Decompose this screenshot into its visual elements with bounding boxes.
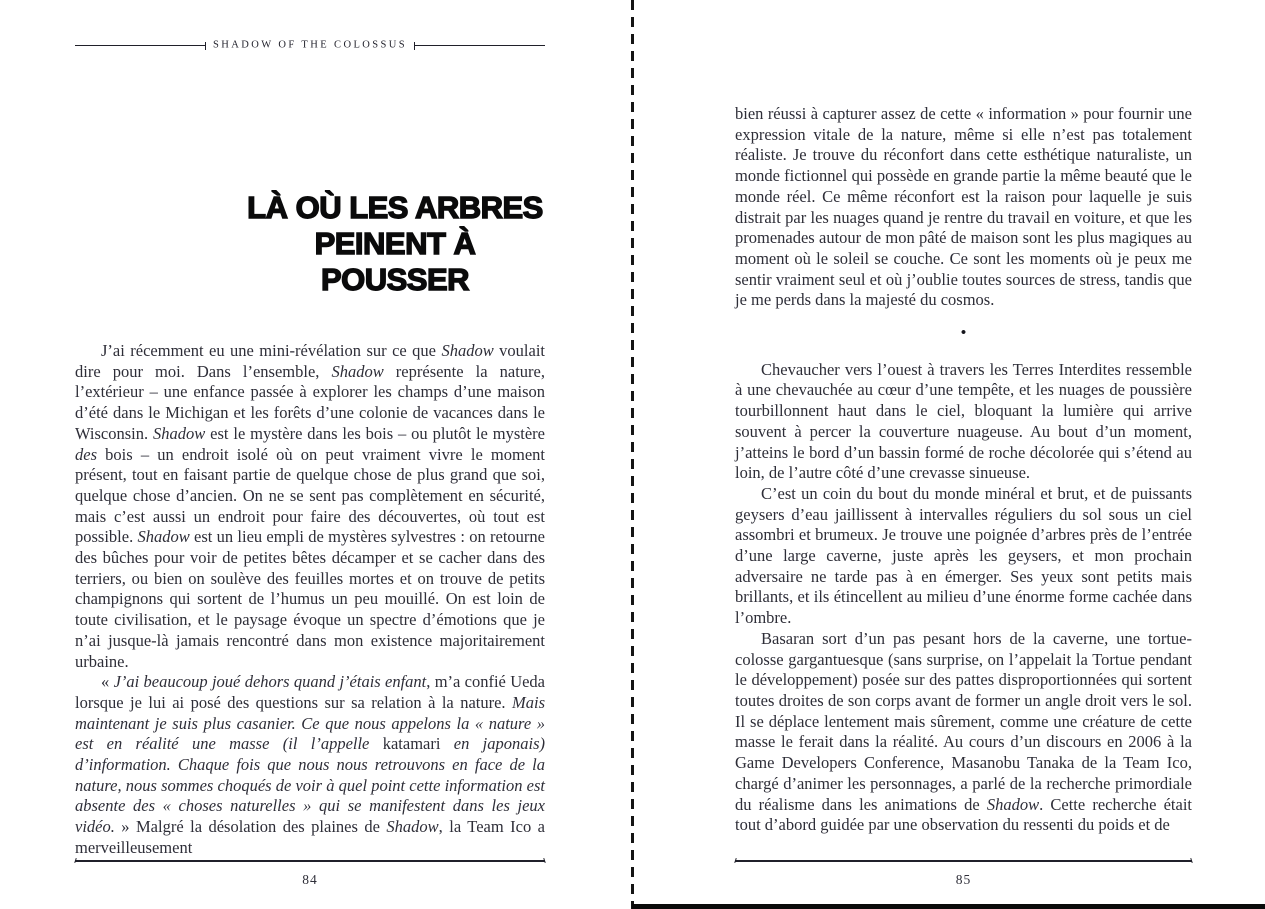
italic-text-segment: Shadow <box>386 817 439 837</box>
section-separator <box>735 323 1192 344</box>
text-segment: J’ai récemment eu une mini-révélation sur ce que <box>101 341 442 360</box>
italic-text-segment: Shadow <box>331 361 384 381</box>
text-segment: bois – un endroit isolé où on peut vraiment vivre le moment présent, tout en faisant partie de quelque chose de plus grand que soi, quelque chose d’ancien. On ne se sent pas complètement en sécurité, mais c’est aussi un endroit pour faire des découvertes, où tout est possible. <box>75 444 545 547</box>
italic-text-segment: Mais maintenant je suis plus casanier. Ce que nous appelons la « nature » est en réalité une masse (il l’appelle <box>75 692 545 754</box>
page-number-right: 85 <box>955 871 972 887</box>
text-segment: voulait dire pour moi. Dans l’ensemble, <box>75 341 545 381</box>
text-segment: C’est un coin du bout du monde minéral et brut, et de puissants geysers d’eau jaillissent à intervalles réguliers du sol sous un ciel assombri et brumeux. Je trouve une poignée d’arbres près de l’entrée d’une large caverne, juste après les geysers, et mon prochain adversaire ne tarde pas à en émerger. Ses yeux sont petits mais brillants, et ils étincellent au milieu d’une énorme forme cachée dans l’ombre. <box>735 483 1192 628</box>
text-segment: bien réussi à capturer assez de cette « information » pour fournir une expression vitale de la nature, même si elle n’est pas totalement réaliste. Je trouve du réconfort dans cette esthétique naturaliste, un monde fictionnel qui possède en grande partie la même beauté que le monde réel. Ce même réconfort est la raison pour laquelle je suis distrait par les nuages quand je rentre du travail en voiture, et que les promenades autour de mon pâté de maison sont les plus magiques au moment où le soleil se couche. Ce sont les moments où je peux me sentir vraiment seul et où j’oublie toutes sources de stress, tandis que je me perds dans la majesté du cosmos. <box>735 104 1192 310</box>
italic-text-segment: en japonais) d’information. Chaque fois que nous nous retrouvons en face de la nature, nous sommes choqués de voir à quel point cette information est absente des « choses naturelles » qui se manifestent dans les jeux vidéo. <box>75 734 545 837</box>
text-segment: est le mystère dans les bois – ou plutôt le mystère <box>205 423 545 443</box>
header-rule-left <box>75 45 205 47</box>
text-segment: . Cette recherche était tout d’abord guidée par une observation du ressenti du poids et de <box>735 794 1192 835</box>
page-right-body <box>735 104 1192 836</box>
text-segment: , la Team Ico a merveilleusement <box>75 817 545 857</box>
footer-rule-right <box>735 860 1192 862</box>
page-left-footer <box>75 860 545 888</box>
page-number-left: 84 <box>302 871 318 887</box>
chapter-title-line1: LÀ OÙ LES ARBRES <box>247 190 543 225</box>
text-segment: , m’a confié Ueda lorsque je lui ai posé des questions sur sa relation à la nature. <box>75 672 546 712</box>
footer-rule-left <box>75 860 545 862</box>
paragraph <box>735 629 1192 836</box>
text-segment: katamari <box>382 734 441 754</box>
text-segment: • <box>960 325 967 342</box>
paragraph <box>735 104 1192 311</box>
chapter-title <box>245 190 545 298</box>
text-segment: est un lieu empli de mystères sylvestres : on retourne des bûches pour voir de petites bêtes décamper et se cacher dans des terriers, ou bien on soulève des feuilles mortes et on trouve de petits champignons qui sortent de l’humus un peu mouillé. On est loin de toute civilisation, et le paysage évoque un spectre d’émotions que je n’ai jusque-là jamais rencontré dans mon existence majoritairement urbaine. <box>75 527 545 671</box>
page-right-footer <box>735 860 1192 888</box>
paragraph <box>735 484 1192 629</box>
running-header-title: SHADOW OF THE COLOSSUS <box>213 39 407 51</box>
running-header <box>75 40 545 51</box>
italic-text-segment: Shadow <box>137 527 190 547</box>
italic-text-segment: Shadow <box>153 423 206 443</box>
text-segment: représente la nature, l’extérieur – une enfance passée à explorer les champs d’une maison d’été dans le Michigan et les forêts d’une colonie de vacances dans le Wisconsin. <box>75 361 545 443</box>
chapter-title-line2: PEINENT À POUSSER <box>314 226 476 297</box>
text-segment: Chevaucher vers l’ouest à travers les Terres Interdites ressemble à une chevauchée au cœur d’une tempête, et les nuages de poussière tourbillonnent haut dans le ciel, bloquant la lumière qui arrive souvent à percer la couverture nuageuse. Au bout d’un moment, j’atteins le bord d’un bassin formé de roche décolorée qui s’étend au loin, de l’autre côté d’une crevasse sinueuse. <box>735 359 1192 483</box>
italic-text-segment: des <box>75 444 97 464</box>
paragraph <box>75 341 545 672</box>
paragraph <box>75 672 545 858</box>
text-segment: » Malgré la désolation des plaines de <box>114 817 387 837</box>
italic-text-segment: J’ai beaucoup joué dehors quand j’étais enfant <box>113 672 427 692</box>
italic-text-segment: Shadow <box>441 341 494 360</box>
text-segment: Basaran sort d’un pas pesant hors de la caverne, une tortue-colosse gargantuesque (sans surprise, on l’appelait la Tortue pendant le développement) posée sur des pattes disproportionnées qui sortent toutes droites de son corps avant de former un angle droit vers le sol. Il se déplace lentement mais sûrement, comme une créature de cette masse le ferait dans la réalité. Au cours d’un discours en 2006 à la Game Developers Conference, Masanobu Tanaka de la Team Ico, chargé d’animer les personnages, a parlé de la recherche primordiale du réalisme dans les animations de <box>735 628 1192 814</box>
page-left-body <box>75 341 545 859</box>
page-edge-bar <box>632 904 1265 909</box>
page-left <box>75 0 545 909</box>
header-rule-right <box>415 45 545 47</box>
paragraph <box>735 360 1192 484</box>
page-divider-dashed-line <box>631 0 634 909</box>
page-right <box>735 0 1192 909</box>
italic-text-segment: Shadow <box>986 794 1040 814</box>
text-segment: « <box>101 672 114 692</box>
